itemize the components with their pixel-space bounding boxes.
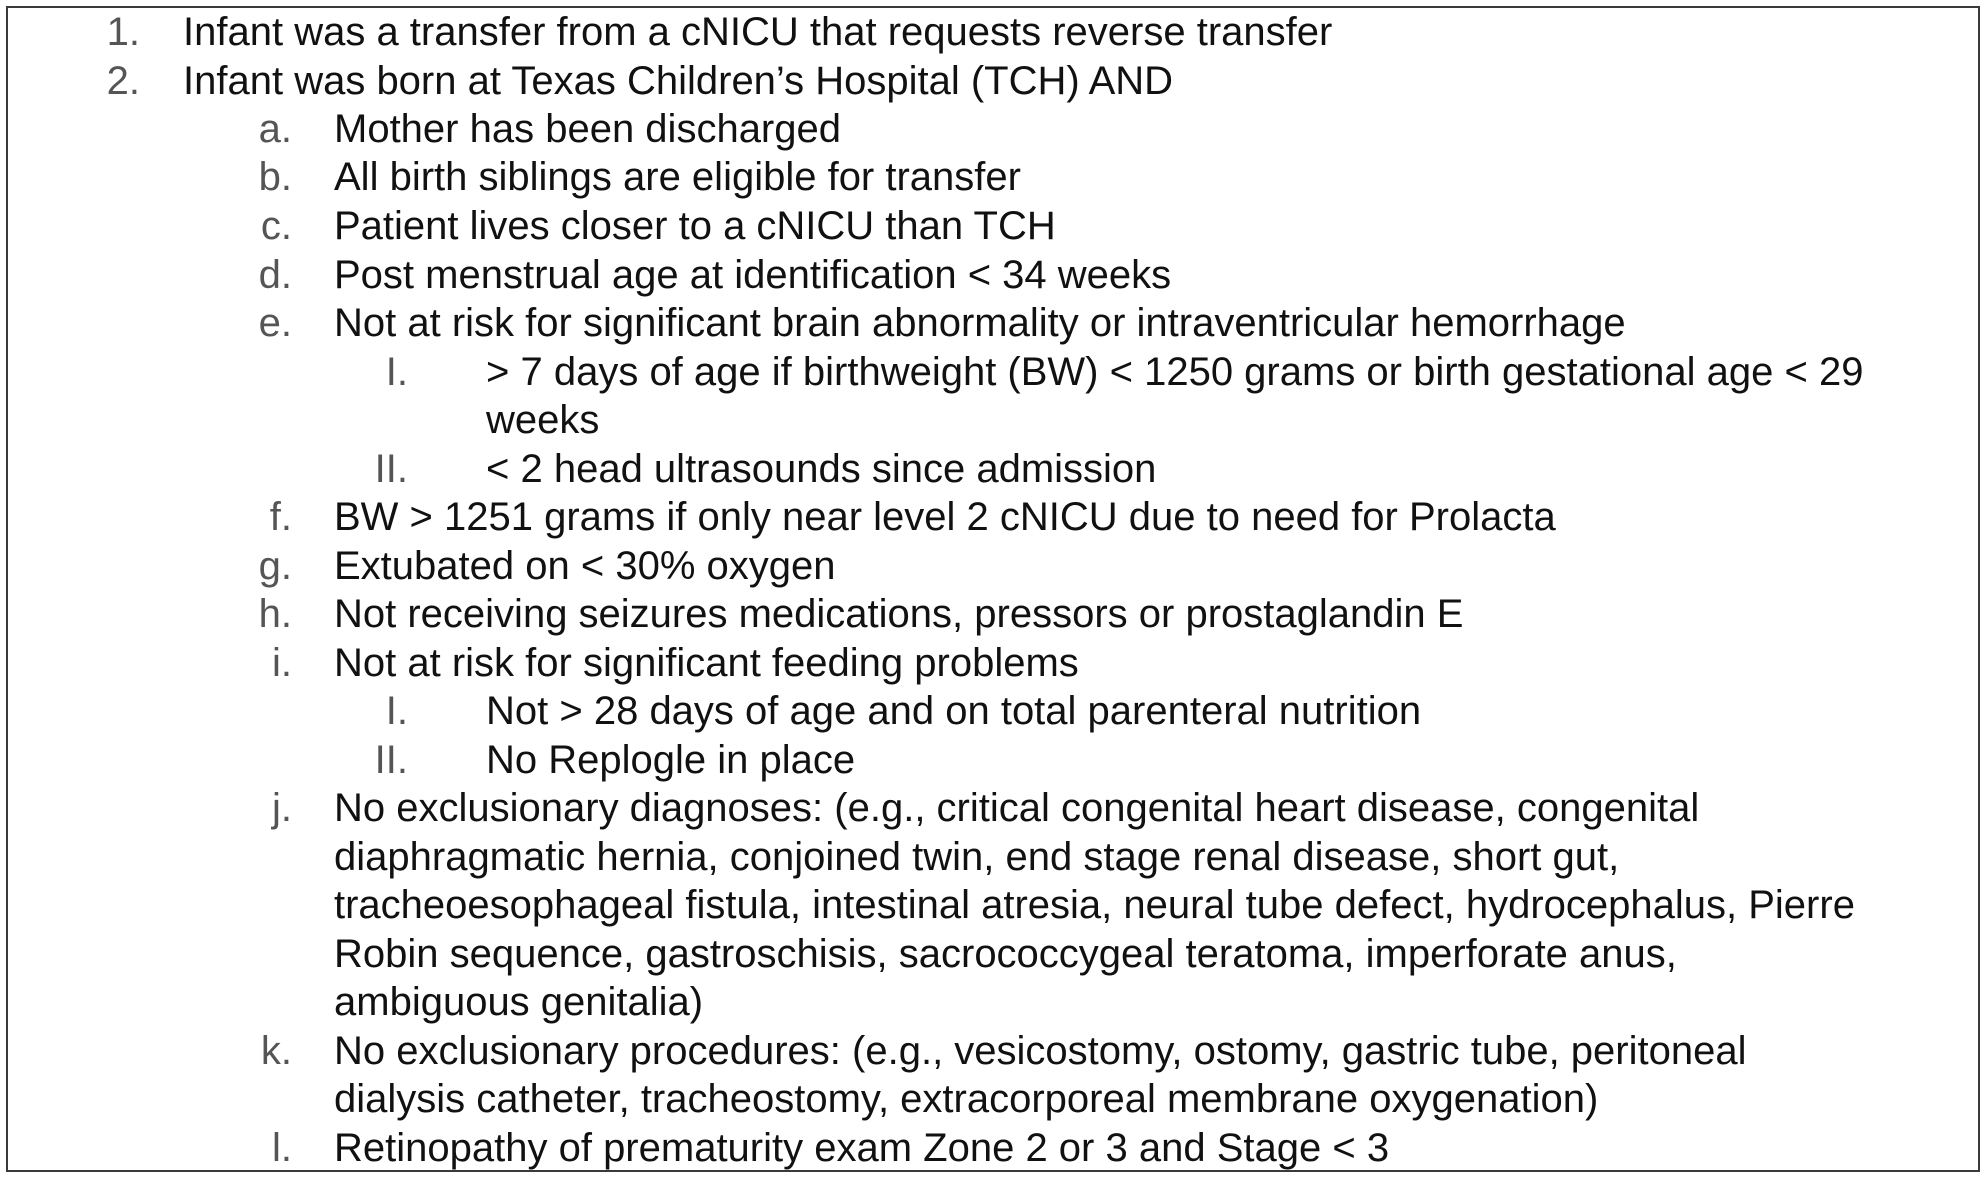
list-marker: i. (272, 641, 292, 685)
list-item-text: Retinopathy of prematurity exam Zone 2 or 3 and Stage < 3 (334, 1126, 1390, 1170)
sub-item-d (0, 251, 1986, 299)
list-item-text: Not > 28 days of age and on total parenteral nutrition (486, 689, 1422, 733)
list-item-text: Post menstrual age at identification < 34 weeks (334, 253, 1172, 297)
list-marker: c. (260, 204, 292, 248)
list-marker: b. (258, 155, 292, 199)
list-marker: k. (260, 1029, 292, 1073)
sub-item-j-continued (0, 881, 1986, 929)
sub-sub-item-e-2 (0, 445, 1986, 493)
list-marker: II. (374, 447, 408, 491)
list-item-text: tracheoesophageal fistula, intestinal atresia, neural tube defect, hydrocephalus, Pierre (334, 883, 1855, 927)
list-marker: I. (385, 689, 408, 733)
sub-item-i (0, 639, 1986, 687)
sub-item-j-continued (0, 978, 1986, 1026)
sub-sub-item-i-1 (0, 687, 1986, 735)
sub-item-k-continued (0, 1075, 1986, 1123)
list-marker: a. (258, 107, 292, 151)
list-item-text: Infant was a transfer from a cNICU that requests reverse transfer (183, 10, 1333, 54)
list-item-text: Not at risk for significant feeding problems (334, 641, 1079, 685)
list-marker: f. (269, 495, 292, 539)
list-item-text: No exclusionary procedures: (e.g., vesicostomy, ostomy, gastric tube, peritoneal (334, 1029, 1747, 1073)
list-item-text: Patient lives closer to a cNICU than TCH (334, 204, 1056, 248)
list-item-text: ambiguous genitalia) (334, 980, 704, 1024)
sub-item-j-continued (0, 833, 1986, 881)
list-marker: II. (374, 738, 408, 782)
list-item-text: weeks (486, 398, 600, 442)
sub-item-h (0, 590, 1986, 638)
sub-item-a (0, 105, 1986, 153)
list-item-text: All birth siblings are eligible for transfer (334, 155, 1021, 199)
list-item-2 (0, 57, 1986, 105)
list-marker: 2. (106, 59, 140, 103)
sub-sub-item-e-1 (0, 348, 1986, 396)
list-item-1 (0, 8, 1986, 56)
list-marker: e. (258, 301, 292, 345)
list-marker: h. (258, 592, 292, 636)
sub-item-l (0, 1124, 1986, 1172)
list-item-text: Extubated on < 30% oxygen (334, 544, 836, 588)
sub-item-c (0, 202, 1986, 250)
sub-sub-item-i-2 (0, 736, 1986, 784)
list-item-text: > 7 days of age if birthweight (BW) < 1250 grams or birth gestational age < 29 (486, 350, 1864, 394)
list-marker: I. (385, 350, 408, 394)
list-item-text: diaphragmatic hernia, conjoined twin, end stage renal disease, short gut, (334, 835, 1620, 879)
sub-item-j-continued (0, 930, 1986, 978)
list-item-text: Not at risk for significant brain abnormality or intraventricular hemorrhage (334, 301, 1626, 345)
list-item-text: Infant was born at Texas Children’s Hospital (TCH) AND (183, 59, 1174, 103)
list-item-text: No exclusionary diagnoses: (e.g., critical congenital heart disease, congenital (334, 786, 1700, 830)
list-item-text: No Replogle in place (486, 738, 856, 782)
list-marker: g. (258, 544, 292, 588)
sub-item-e (0, 299, 1986, 347)
sub-item-b (0, 153, 1986, 201)
sub-item-f (0, 493, 1986, 541)
list-item-text: BW > 1251 grams if only near level 2 cNICU due to need for Prolacta (334, 495, 1556, 539)
list-marker: d. (258, 253, 292, 297)
sub-item-j (0, 784, 1986, 832)
list-item-text: Robin sequence, gastroschisis, sacrococcygeal teratoma, imperforate anus, (334, 932, 1677, 976)
list-item-text: < 2 head ultrasounds since admission (486, 447, 1157, 491)
list-item-text: Mother has been discharged (334, 107, 841, 151)
list-marker: l. (272, 1126, 292, 1170)
sub-sub-item-e-1-continued (0, 396, 1986, 444)
list-item-text: dialysis catheter, tracheostomy, extracorporeal membrane oxygenation) (334, 1077, 1599, 1121)
list-marker: j. (272, 786, 292, 830)
list-item-text: Not receiving seizures medications, pressors or prostaglandin E (334, 592, 1464, 636)
sub-item-g (0, 542, 1986, 590)
sub-item-k (0, 1027, 1986, 1075)
list-marker: 1. (106, 10, 140, 54)
